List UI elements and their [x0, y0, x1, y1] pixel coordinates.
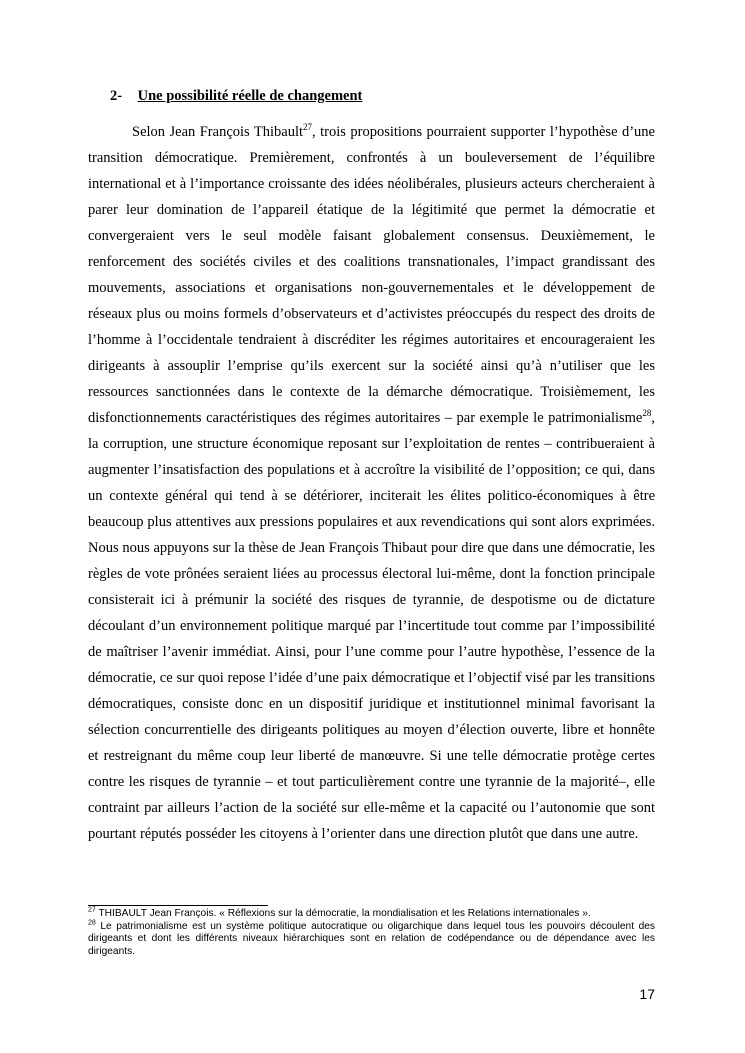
paragraph-text-part-1: Selon Jean François Thibault [132, 124, 304, 140]
footnote-ref-28[interactable]: 28 [642, 408, 652, 419]
section-number: 2- [110, 88, 123, 104]
footnote-text: Le patrimonialisme est un système politique autocratique ou oligarchique dans lequel tous les pouvoirs découlent des dirigeants et dont les différents niveaux hiérarchiques sont en relation de codépendance ou de dépendance avec les dirigeants. [88, 920, 655, 957]
footnote-number: 28 [88, 919, 96, 927]
footnote-ref-27[interactable]: 27 [303, 122, 313, 133]
page-number: 17 [639, 986, 655, 1002]
paragraph-text-part-2: , trois propositions pourraient supporter l’hypothèse d’une transition démocratique. Premièrement, confrontés à un bouleversement de l’équilibre international et à l’importance croissante des idées néolibérales, plusieurs acteurs chercheraient à parer leur domination de l’appareil étatique de la légitimité que permet la démocratie et convergeraient vers le seul modèle faisant globalement consensus. Deuxièmement, le renforcement des sociétés civiles et des coalitions transnationales, l’impact grandissant des mouvements, associations et organisations non-gouvernementales et le développement de réseaux plus ou moins formels d’observateurs et d’activistes préoccupés du respect des droits de l’homme à l’occidentale tendraient à discréditer les régimes autoritaires et encourageraient les dirigeants à assouplir l’emprise qu’ils exercent sur la société ainsi qu’à n’utiliser que les ressources sanctionnées dans le contexte de la démarche démocratique. Troisièmement, les disfonctionnements caractéristiques des régimes autoritaires – par exemple le patrimonialisme [88, 124, 655, 426]
footnote-text: THIBAULT Jean François. « Réflexions sur la démocratie, la mondialisation et les Relations internationales ». [95, 908, 591, 919]
section-heading [110, 88, 362, 105]
footnote-separator [88, 905, 268, 906]
footnote-number: 27 [88, 906, 96, 914]
body-paragraph [88, 119, 655, 847]
paragraph-text-part-3: , la corruption, une structure économique reposant sur l’exploitation de rentes – contribueraient à augmenter l’insatisfaction des populations et à accroître la visibilité de l’opposition; ce qui, dans un contexte général qui tend à se détériorer, inciterait les élites politico-économiques à être beaucoup plus attentives aux pressions populaires et aux revendications qui sont alors exprimées. Nous nous appuyons sur la thèse de Jean François Thibaut pour dire que dans une démocratie, les règles de vote prônées seraient liées au processus électoral lui-même, dont la fonction principale consisterait ici à prémunir la société des risques de tyrannie, de despotisme ou de dictature découlant d’un environnement politique marqué par l’incertitude tout comme par l’impossibilité de maîtriser l’avenir immédiat. Ainsi, pour l’une comme pour l’autre hypothèse, l’essence de la démocratie, ce sur quoi repose l’idée d’une paix démocratique et l’objectif visé par les transitions démocratiques, consiste donc en un dispositif juridique et institutionnel minimal favorisant la sélection concurrentielle des dirigeants politiques au moyen d’élection ouverte, libre et honnête et restreignant du même coup leur liberté de manœuvre. Si une telle démocratie protège certes contre les risques de tyrannie – et tout particulièrement contre une tyrannie de la majorité–, elle contraint par ailleurs l’action de la société sur elle-même et la capacité ou l’autonomie que sont pourtant réputés posséder les citoyens à l’orienter dans une direction plutôt que dans une autre. [88, 410, 655, 842]
section-title: Une possibilité réelle de changement [137, 88, 363, 104]
footnote-28 [88, 921, 655, 959]
footnotes [88, 908, 655, 958]
footnote-27 [88, 908, 655, 921]
